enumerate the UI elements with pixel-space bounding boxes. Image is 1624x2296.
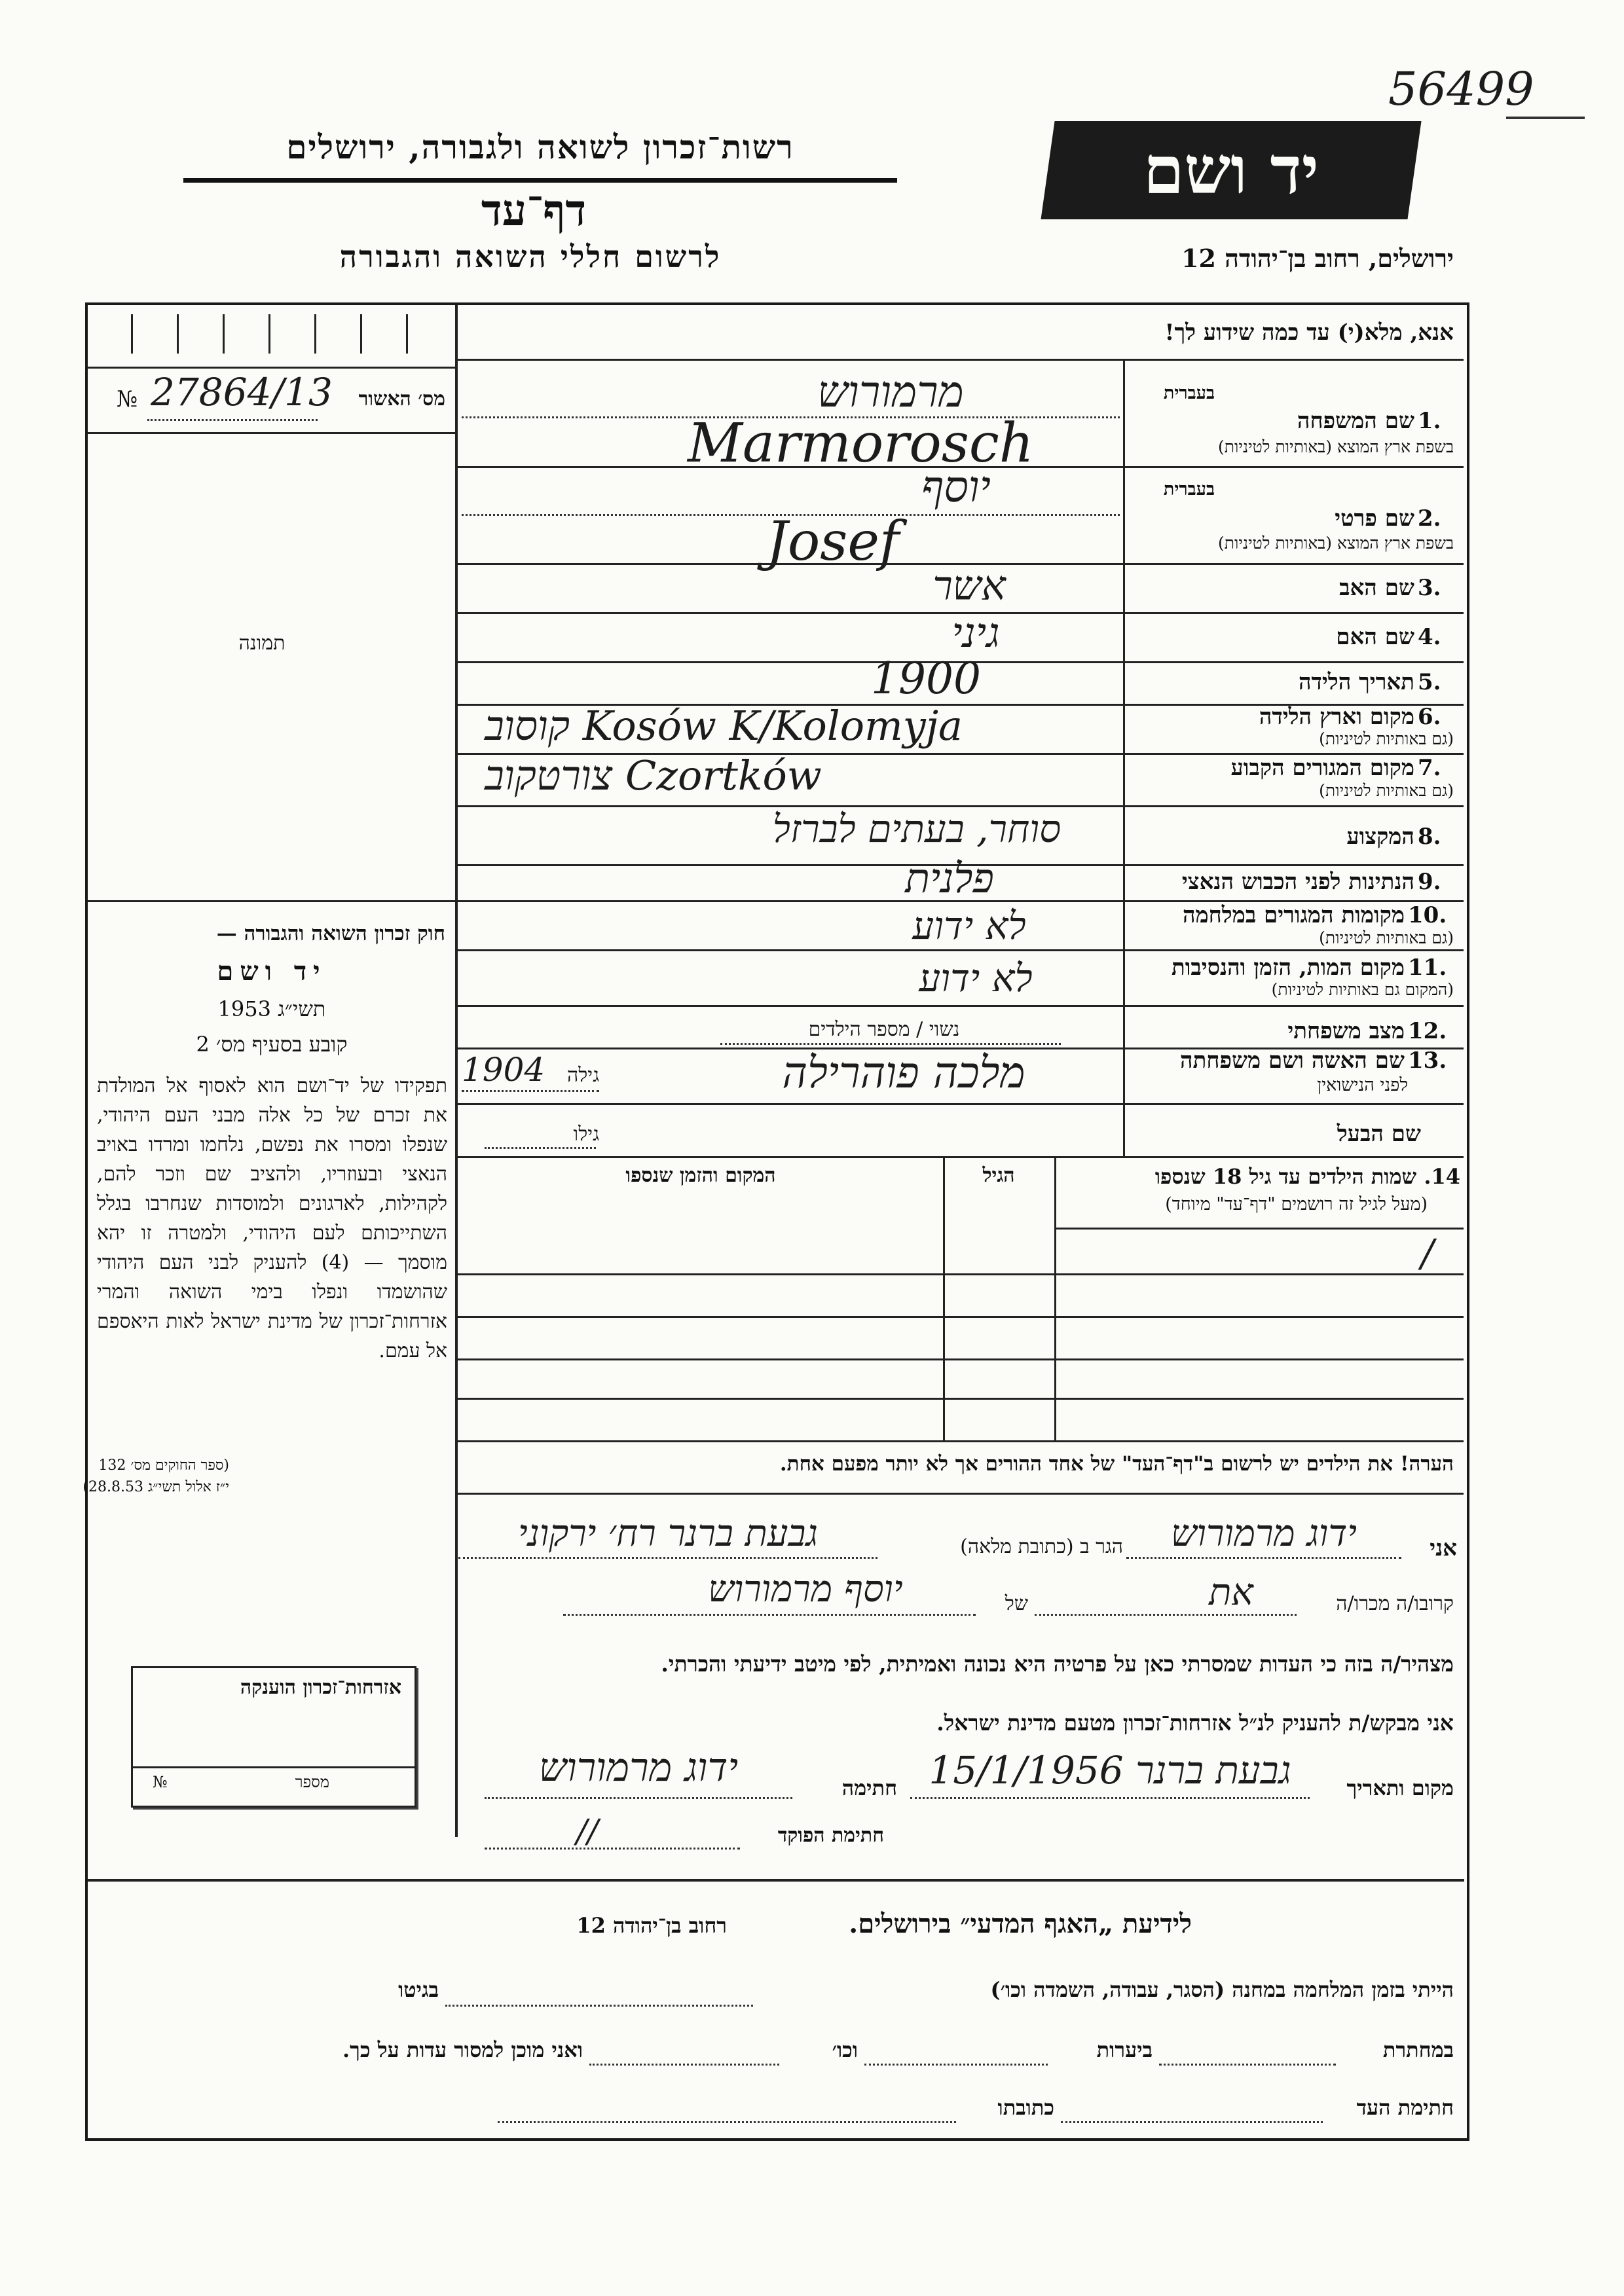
field-label-11: מקום המות, הזמן והנסיבות	[1171, 955, 1405, 981]
birthplace: קוסוב Kosów K/Kolomyja	[485, 702, 963, 750]
mother-name: גיני	[951, 609, 1000, 657]
form-subtitle: לרשום חללי השואה והגבורה	[339, 239, 722, 274]
note: הערה! את הילדים יש לרשום ב"דף־העד" של אחד ההורים אך לא יותר מפעם אחת.	[779, 1452, 1454, 1476]
footer-line1-end: בגיטו	[398, 1977, 439, 2002]
field-num-4: 4.	[1418, 624, 1441, 650]
field-sub-6: (גם באותיות לטיניות)	[1319, 729, 1454, 748]
org-underline	[183, 178, 897, 183]
first-name-latin: Josef	[766, 511, 900, 573]
field-sub-10: (גם באותיות לטיניות)	[1319, 928, 1454, 947]
footer-line2-a: במחתרת	[1382, 2037, 1454, 2062]
hebrew-tag-2: בעברית	[1163, 479, 1215, 500]
field-sub-2: בשפת ארץ המוצא (באותיות לטיניות)	[1218, 534, 1454, 553]
law-year: תשי״ג 1953	[217, 996, 326, 1021]
of-value: יוסף מרמורוש	[708, 1568, 903, 1611]
field-label-5: תאריך הלידה	[1298, 669, 1414, 695]
field-num-11: 11.	[1408, 955, 1447, 981]
citizenship-number-label: מספר	[295, 1773, 329, 1791]
field-sub-1: בשפת ארץ המוצא (באותיות לטיניות)	[1218, 437, 1454, 456]
field-sub-11: (המקום גם באותיות לטיניות)	[1271, 980, 1454, 999]
decl-place-date-label: מקום ותאריך	[1346, 1776, 1454, 1800]
field-sub-13: לפני הנישואין	[1317, 1075, 1408, 1095]
top-instruction: אנא, מלא(י) עד כמה שידוע לך!	[1164, 319, 1454, 346]
field-label-10: מקומות המגורים במלחמה	[1182, 902, 1405, 928]
org-line: רשות־זכרון לשואה ולגבורה, ירושלים	[286, 128, 794, 166]
field-num-8: 8.	[1418, 824, 1441, 850]
profession: סוחר, בעתים לברזל	[772, 807, 1061, 851]
field-num-7: 7.	[1418, 755, 1441, 781]
field-num-9: 9.	[1418, 869, 1441, 895]
field-num-1: 1.	[1418, 408, 1441, 434]
footer-line3-a: חתימת העד	[1356, 2095, 1454, 2120]
declarant-address: גבעת ברנר רח׳ ירקוני	[518, 1512, 818, 1555]
decl-ani-label: אני	[1430, 1535, 1457, 1561]
field-label-2: שם פרטי	[1335, 505, 1414, 532]
field-label-3: שם האב	[1339, 575, 1414, 601]
field-label-husband: שם הבעל	[1337, 1121, 1421, 1147]
relation-value: את	[1209, 1571, 1253, 1614]
birth-date: 1900	[871, 653, 981, 704]
decl-request: אני מבקש/ת להעניק לנ״ל אזרחות־זכרון מטעם מדינת ישראל.	[936, 1710, 1454, 1736]
law-clause: קובע בסעיף מס׳ 2	[196, 1032, 348, 1057]
law-ref-1: (ספר החוקים מס׳ 132	[98, 1457, 229, 1474]
children-label: 14. שמות הילדים עד גיל 18 שנספו	[1154, 1164, 1460, 1189]
father-name: אשר	[932, 562, 1006, 610]
corner-number: 56499	[1388, 62, 1534, 116]
logo-text: יד ושם	[1143, 132, 1319, 209]
decl-of-label: של	[1005, 1592, 1028, 1615]
footer-address: רחוב בן־יהודה 12	[576, 1913, 727, 1938]
officer-signature: //	[576, 1812, 599, 1850]
field-num-10: 10.	[1408, 902, 1447, 928]
children-col-place: המקום והזמן שנספו	[625, 1164, 776, 1187]
citizenship-no-mark: №	[153, 1773, 168, 1791]
field-sub-7: (גם באותיות לטיניות)	[1319, 781, 1454, 800]
field-label-12: מצב משפחתי	[1287, 1018, 1405, 1044]
field-label-6: מקום וארץ הלידה	[1259, 704, 1414, 730]
law-text: תפקידו של יד־ושם הוא לאסוף אל המולדת את זכרם של כל אלה מבני העם היהודי, שנפלו ומסרו את נפשם, נלחמו ומרדו באויב הנאצי ובעוזריו, ולהציב שם וזכר להם, לקהילות, לארגונים ולמוסדות שנחרבו בגלל השתייכותם לעם היהודי, ולמטרה זו יהא מוסמך — (4) להעניק לבני העם היהודי שהושמדו ונפלו בימי השואה והמרי אזרחות־זכרון של מדינת ישראל לאות היאספם אל עמם.	[97, 1074, 447, 1362]
signature-value: ידוג מרמורוש	[538, 1745, 739, 1791]
footer-title: לידיעת „האגף המדעי״ בירושלים.	[849, 1908, 1192, 1939]
approval-number: 27864/13	[151, 370, 333, 414]
tick-boxes	[105, 308, 445, 360]
declarant-name: ידוג מרמורוש	[1171, 1512, 1357, 1555]
law-ref-2: י״ז אלול תשי״ג 28.8.53)	[83, 1479, 229, 1495]
field-num-3: 3.	[1418, 575, 1441, 601]
approval-no-mark: №	[117, 386, 138, 412]
yad-vashem-logo	[1041, 121, 1421, 219]
field-num-5: 5.	[1418, 669, 1441, 695]
law-title: חוק זכרון השואה והגבורה —	[216, 922, 445, 945]
marital-status: נשוי / מספר הילדים	[808, 1018, 960, 1041]
field-label-8: המקצוע	[1346, 824, 1414, 850]
field-label-4: שם האם	[1336, 624, 1414, 650]
form-title: דף־עד	[481, 185, 587, 236]
wartime-residence: לא ידוע	[912, 903, 1026, 948]
header-address: ירושלים, רחוב בן־יהודה 12	[1181, 244, 1454, 273]
first-name-hebrew: יוסף	[921, 462, 991, 512]
decl-statement: מצהיר/ה בזה כי העדות שמסרתי כאן על פרטיה היא נכונה ואמיתית, לפי מיטב ידיעתי והכרתי.	[661, 1651, 1454, 1677]
citizenship-box-title: אזרחות־זכרון הוענקה	[240, 1676, 401, 1699]
field-num-2: 2.	[1418, 505, 1441, 532]
wife-age: 1904	[462, 1051, 545, 1089]
field-label-13: שם האשה ושם משפחתה	[1180, 1048, 1405, 1074]
children-mark: /	[1421, 1231, 1434, 1275]
family-name-hebrew: מרמורוש	[817, 367, 964, 417]
decl-officer-label: חתימת הפוקד	[777, 1824, 884, 1847]
field-label-9: הנתינות לפני הכבוש הנאצי	[1181, 869, 1414, 895]
footer-line2-b: ביערות	[1096, 2037, 1153, 2062]
field-label-7: מקום המגורים הקבוע	[1230, 755, 1414, 781]
field-label-1: שם המשפחה	[1297, 408, 1414, 434]
field-num-13: 13.	[1408, 1048, 1447, 1074]
approval-label: מס׳ האשור	[358, 388, 445, 410]
law-name: יד ושם	[217, 956, 327, 987]
photo-label: תמונה	[238, 632, 286, 655]
field-num-12: 12.	[1408, 1018, 1447, 1044]
citizenship-box	[131, 1666, 416, 1808]
footer-line2-d: ואני מוכן למסור עדות על כך.	[342, 2037, 583, 2062]
husband-age-label: גילו	[573, 1123, 599, 1146]
decl-resides-label: הגר ב (כתובת מלאה)	[960, 1535, 1123, 1558]
field-num-6: 6.	[1418, 704, 1441, 730]
wife-name: מלכה פוהרילה	[782, 1048, 1025, 1098]
decl-relative-label: קרובו/ה מכרו/ה	[1336, 1592, 1454, 1615]
corner-rule	[1506, 117, 1585, 119]
footer-line3-b: כתובתו	[997, 2095, 1054, 2120]
children-sub: (מעל לגיל זה רושמים "דף־עד" מיוחד)	[1165, 1194, 1428, 1214]
decl-signature-label: חתימה	[841, 1776, 897, 1800]
footer-line2-c: וכו׳	[832, 2037, 858, 2062]
footer-line1-label: הייתי בזמן המלחמה במחנה (הסגר, עבודה, השמדה וכו׳)	[990, 1977, 1454, 2002]
wife-age-label: גילה	[566, 1064, 599, 1087]
hebrew-tag-1: בעברית	[1163, 383, 1215, 403]
place-of-death: לא ידוע	[919, 956, 1033, 1000]
nationality: פלנית	[905, 854, 994, 902]
family-name-latin: Marmorosch	[688, 412, 1034, 475]
children-col-age: הגיל	[982, 1164, 1015, 1187]
place-date-value: גבעת ברנר 15/1/1956	[929, 1748, 1291, 1793]
residence: צורטקוב Czortków	[485, 752, 822, 799]
